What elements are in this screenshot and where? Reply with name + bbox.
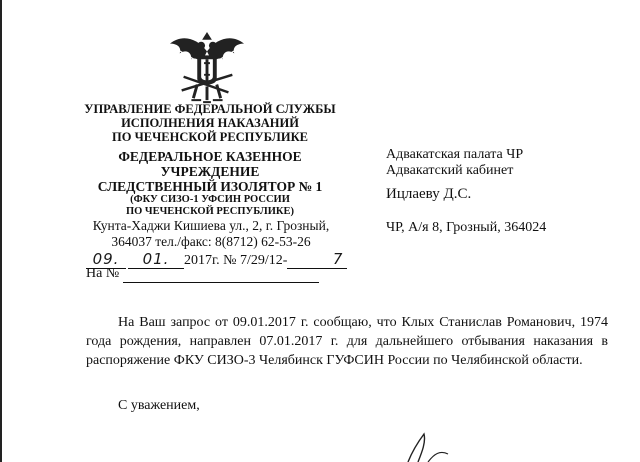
reply-reference-blank <box>123 266 319 283</box>
sender-header-line-1: УПРАВЛЕНИЕ ФЕДЕРАЛЬНОЙ СЛУЖБЫ <box>84 102 336 116</box>
handwritten-number: 7 <box>287 250 347 269</box>
institution-line-3: СЛЕДСТВЕННЫЙ ИЗОЛЯТОР № 1 <box>97 179 323 194</box>
handwritten-signature-icon <box>378 428 478 462</box>
sender-address: Кунта-Хаджи Кишиева ул., 2, г. Грозный, <box>92 218 330 233</box>
recipient-office: Адвакатский кабинет <box>386 163 514 178</box>
institution-line-2: УЧРЕЖДЕНИЕ <box>160 164 260 179</box>
registration-year-and-number: 2017г. № 7/29/12- <box>184 253 288 268</box>
institution-abbrev-line-1: (ФКУ СИЗО-1 УФСИН РОССИИ <box>130 194 290 205</box>
recipient-name: Ицлаеву Д.С. <box>386 186 472 202</box>
institution-abbrev-line-2: ПО ЧЕЧЕНСКОЙ РЕСПУБЛИКЕ) <box>125 206 295 217</box>
recipient-address: ЧР, А/я 8, Грозный, 364024 <box>386 220 547 235</box>
handwritten-day: 09. <box>86 250 126 269</box>
page-left-edge <box>0 0 2 462</box>
handwritten-month: 01. <box>128 250 184 269</box>
reply-reference-label: На № <box>86 266 120 281</box>
letter-body: На Ваш запрос от 09.01.2017 г. сообщаю, что Клых Станислав Романович, 1974 года рождения, направлен 07.01.2017 г. для дальнейшего отбывания наказания в распоряжение ФКУ СИЗО-3 Челябинск ГУФСИН России по Челябинской области. <box>86 315 608 368</box>
fsin-eagle-emblem-icon <box>168 30 246 106</box>
sender-phone-fax: 364037 тел./факс: 8(8712) 62-53-26 <box>111 234 311 249</box>
institution-line-1: ФЕДЕРАЛЬНОЕ КАЗЕННОЕ <box>118 149 302 164</box>
letter-closing: С уважением, <box>118 398 200 413</box>
sender-header-line-3: ПО ЧЕЧЕНСКОЙ РЕСПУБЛИКЕ <box>112 130 308 144</box>
sender-header-line-2: ИСПОЛНЕНИЯ НАКАЗАНИЙ <box>121 116 299 130</box>
recipient-organization: Адвакатская палата ЧР <box>386 147 524 162</box>
reply-reference-line <box>86 266 319 283</box>
